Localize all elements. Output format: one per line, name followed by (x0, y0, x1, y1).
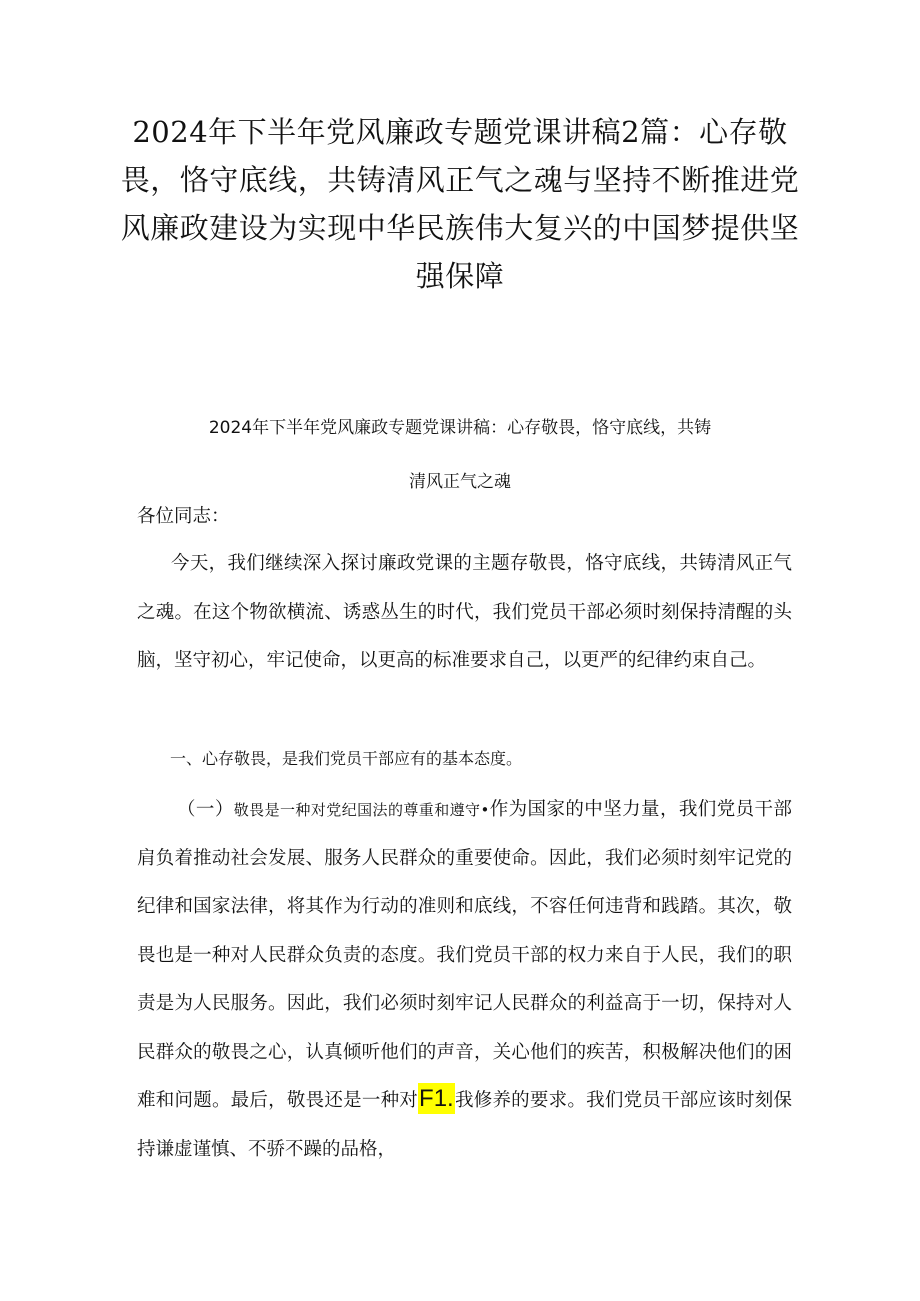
paragraph-reverence (137, 786, 792, 1174)
paragraph-intro: 今天，我们继续深入探讨廉政党课的主题存敬畏，恪守底线，共铸清风正气之魂。在这个物欲横流、诱惑丛生的时代，我们党员干部必须时刻保持清醒的头脑，坚守初心，牢记使命，以更高的标准要求自己，以更严的纪律约束自己。 (137, 553, 792, 671)
paragraph-lead-marker: （一） (177, 799, 234, 820)
section-title-line-1: 2024年下半年党风廉政专题党课讲稿：心存敬畏，恪守底线，共铸 (208, 418, 712, 438)
heading-section-one: 一、心存敬畏，是我们党员干部应有的基本态度。 (170, 749, 523, 768)
document-main-title: 2024年下半年党风廉政专题党课讲稿2篇：心存敬畏，恪守底线，共铸清风正气之魂与坚持不断推进党风廉政建设为实现中华民族伟大复兴的中国梦提供坚强保障 (120, 115, 800, 293)
paragraph-body: 作为国家的中坚力量，我们党员干部肩负着推动社会发展、服务人民群众的重要使命。因此，我们必须时刻牢记党的纪律和国家法律，将其作为行动的准则和底线，不容任何违背和践踏。其次，敬畏也是一种对人民群众负责的态度。我们党员干部的权力来自于人民，我们的职责是为人民服务。因此，我们必须时刻牢记人民群众的利益高于一切，保持对人民群众的敬畏之心，认真倾听他们的声音，关心他们的疾苦，积极解决他们的困难和问题。最后，敬畏还是一种对 (137, 799, 792, 1111)
paragraph-lead-sentence: 敬畏是一种对党纪国法的尊重和遵守• (233, 801, 490, 819)
section-title-line-2: 清风正气之魂 (409, 472, 511, 492)
paragraph-tail: 我修养的要求。我们党员干部应该时刻保持谦虚谨慎、不骄不躁的品格， (137, 1090, 792, 1160)
greeting: 各位同志： (137, 506, 230, 527)
highlighted-marker: F1. (419, 1085, 454, 1112)
